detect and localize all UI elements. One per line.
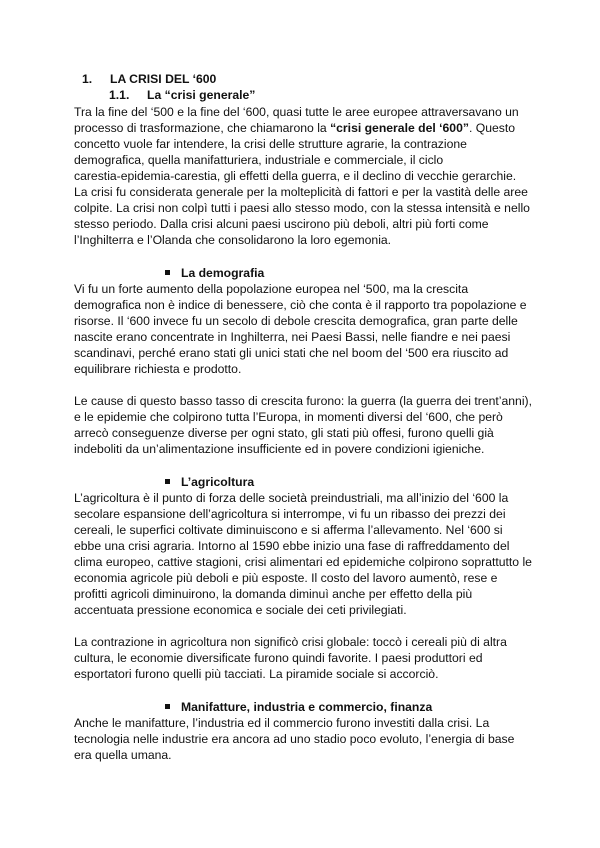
bullet-heading-agricoltura	[165, 474, 254, 490]
bullet-square-icon	[165, 479, 170, 484]
intro-paragraph	[74, 104, 544, 248]
manifatture-paragraph-1	[74, 715, 544, 763]
bullet-heading-demografia	[165, 265, 264, 281]
text-line	[74, 216, 544, 232]
text-line: economia agricole più deboli e più esposte. Il costo del lavoro aumentò, rese e	[74, 571, 498, 585]
bullet-title: La demografia	[181, 266, 265, 280]
text-line: secolare espansione dell’agricoltura si interrompe, vi fu un ribasso dei prezzi dei	[74, 507, 506, 521]
bullet-heading-manifatture	[165, 699, 432, 715]
text-line: esportatori furono quelli più tacciati. La piramide sociale si accorciò.	[74, 667, 439, 681]
text-segment: stesso periodo. Dalla crisi alcuni paesi uscirono più deboli, altri più forti come	[74, 217, 489, 231]
text-line: cultura, le economie diversificate furono quindi favorite. I paesi produttori ed	[74, 651, 483, 665]
demografia-paragraph-1	[74, 281, 544, 377]
text-line: Anche le manifatture, l’industria ed il commercio furono investiti dalla crisi. La	[74, 716, 490, 730]
bullet-title: L’agricoltura	[181, 475, 255, 489]
bullet-title: Manifatture, industria e commercio, finanza	[181, 700, 433, 714]
text-line	[74, 168, 544, 184]
text-segment: Tra la fine del ‘500 e la fine del ‘600, quasi tutte le aree europee attraversavano un	[74, 105, 519, 119]
text-line: scandinavi, perché erano stati gli unici stati che nel boom del ‘500 era riuscito ad	[74, 346, 509, 360]
text-segment: carestia-epidemia-carestia, gli effetti della guerra, e il declino di vecchie gerarchie.	[74, 169, 517, 183]
text-segment: colpite. La crisi non colpì tutti i paesi allo stesso modo, con la stessa intensità e nello	[74, 201, 530, 215]
text-line: ebbe una crisi agraria. Intorno al 1590 ebbe inizio una fase di raffreddamento del	[74, 539, 510, 553]
text-line: risorse. Il ‘600 invece fu un secolo di debole crescita demografica, gran parte delle	[74, 314, 518, 328]
text-line: e le epidemie che colpirono tutta l’Europa, in momenti diversi del ‘600, che però	[74, 410, 503, 424]
text-line: equilibrare richiesta e prodotto.	[74, 362, 242, 376]
text-line	[74, 232, 544, 248]
text-segment: La crisi fu considerata generale per la molteplicità di fattori e per la vastità delle aree	[74, 185, 528, 199]
text-segment: . Questo	[468, 121, 516, 135]
text-segment: demografica, quella manifatturiera, industriale e commerciale, il ciclo	[74, 153, 444, 167]
text-line	[74, 184, 544, 200]
bullet-square-icon	[165, 270, 170, 275]
text-line	[74, 120, 544, 136]
bold-term: “crisi generale del ‘600”	[330, 121, 469, 135]
text-segment: concetto vuole far intendere, la crisi delle strutture agrarie, la contrazione	[74, 137, 467, 151]
text-line: indeboliti da un’alimentazione insufficiente ed in povere condizioni igieniche.	[74, 442, 485, 456]
chapter-heading	[82, 72, 216, 86]
text-line	[74, 152, 544, 168]
demografia-paragraph-2	[74, 393, 544, 457]
text-line: era quella umana.	[74, 748, 172, 762]
section-heading	[109, 88, 255, 102]
section-number: 1.1.	[109, 88, 130, 102]
text-line: Vi fu un forte aumento della popolazione europea nel ‘500, ma la crescita	[74, 282, 469, 296]
text-line: clima europeo, cattive stagioni, crisi alimentari ed epidemiche colpirono soprattutto le	[74, 555, 532, 569]
agricoltura-paragraph-2	[74, 634, 544, 682]
text-line: L’agricoltura è il punto di forza delle società preindustriali, ma all’inizio del ‘600 la	[74, 491, 509, 505]
text-line: accentuata pressione economica e sociale dei ceti privilegiati.	[74, 603, 407, 617]
text-line: tecnologia nelle industrie era ancora ad uno stadio poco evoluto, l’energia di base	[74, 732, 515, 746]
text-line: profitti agricoli diminuirono, la domanda diminuì anche per effetto della più	[74, 587, 473, 601]
bullet-square-icon	[165, 704, 170, 709]
text-line: nascite erano concentrate in Inghilterra, nei Paesi Bassi, nelle fiandre e nei paesi	[74, 330, 511, 344]
chapter-title: LA CRISI DEL ‘600	[110, 72, 217, 86]
text-line: Le cause di questo basso tasso di crescita furono: la guerra (la guerra dei trent’anni),	[74, 394, 532, 408]
text-segment: l’Inghilterra e l’Olanda che consolidarono la loro egemonia.	[74, 233, 392, 247]
chapter-number: 1.	[82, 72, 93, 86]
text-line: La contrazione in agricoltura non significò crisi globale: toccò i cereali più di altra	[74, 635, 507, 649]
text-line	[74, 136, 544, 152]
text-segment: processo di trasformazione, che chiamarono la	[74, 121, 331, 135]
text-line	[74, 104, 544, 120]
text-line	[74, 200, 544, 216]
section-title: La “crisi generale”	[147, 88, 256, 102]
text-line: demografica non è indice di benessere, ciò che conta è il rapporto tra popolazione e	[74, 298, 527, 312]
agricoltura-paragraph-1	[74, 490, 544, 618]
text-line: cereali, le superfici coltivate diminuiscono e si afferma l’allevamento. Nel ‘600 si	[74, 523, 503, 537]
text-line: arrecò conseguenze diverse per ogni stato, gli stati più offesi, furono quelli già	[74, 426, 494, 440]
